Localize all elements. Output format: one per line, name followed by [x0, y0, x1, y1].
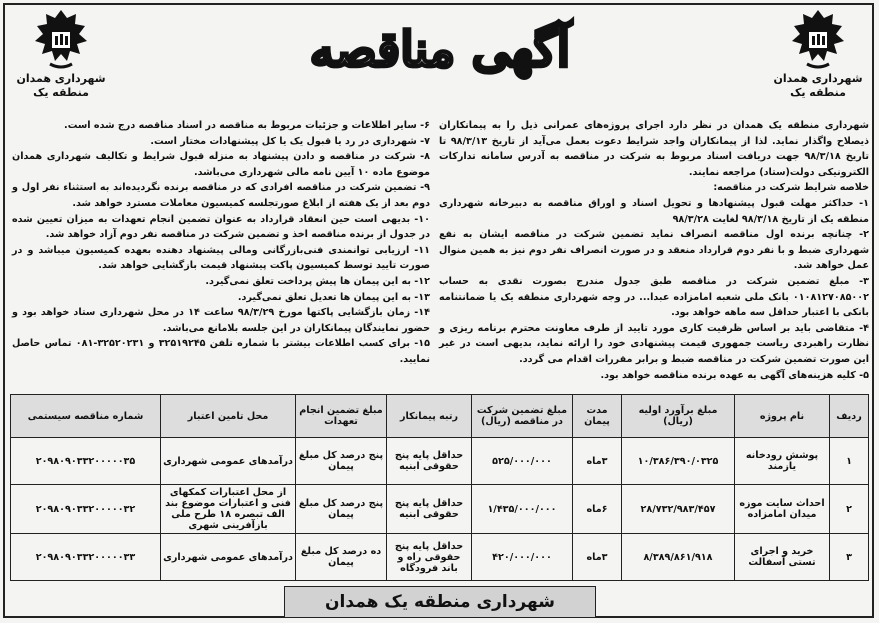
logo-city-name: شهرداری همدان [773, 72, 863, 85]
table-cell: ۶ماه [573, 485, 622, 534]
condition-item: ۱۳- به این پیمان ها تعدیل تعلق نمی‌گیرد. [237, 291, 430, 303]
table-header-cell: ردیف [830, 395, 869, 438]
notice-title [250, 18, 630, 82]
logo-district-name: منطقه یک [33, 86, 89, 99]
table-header-row [11, 395, 869, 438]
right-column [439, 118, 869, 383]
table-cell: درآمدهای عمومی شهرداری [161, 438, 296, 485]
table-cell: پنج درصد کل مبلغ پیمان [296, 438, 387, 485]
table-cell: پوشش رودخانه یازمند [735, 438, 830, 485]
condition-item: ۵- کلیه هزینه‌های آگهی به عهده برنده مناقصه خواهد بود. [600, 369, 869, 381]
condition-item: ۱۱- ارزیابی توانمندی فنی‌بازرگانی ومالی پیشنهاد دهنده بعهده کمیسیون میباشد و در صورت تایید توسط کمیسیون پاکت پیشنهاد قیمت بازگشایی خواهد شد. [12, 244, 430, 272]
logo-city-name: شهرداری همدان [16, 72, 106, 85]
table-header-cell: شماره مناقصه سیستمی [11, 395, 161, 438]
municipality-emblem-icon [787, 8, 849, 72]
table-cell: از محل اعتبارات کمکهای فنی و اعتبارات موضوع بند الف تبصره ۱۸ طرح ملی بازآفرینی شهری [161, 485, 296, 534]
table-header-cell: رتبه پیمانکار [387, 395, 472, 438]
table-header-cell: مبلغ برآورد اولیه (ریال) [622, 395, 735, 438]
condition-item: ۴- متقاضی باید بر اساس ظرفیت کاری مورد تایید از طرف معاونت محترم برنامه ریزی و نظارت راهبردی ریاست جمهوری قیمت پیشنهادی خود را ارائه نماید، بدیهی است در غیر این صورت تضمین شرکت در مناقصه ضبط و برابر مقررات اقدام می گردد. [439, 322, 869, 365]
table-cell: ۲۸/۷۳۲/۹۸۳/۴۵۷ [622, 485, 735, 534]
table-header-cell: محل تامین اعتبار [161, 395, 296, 438]
table-cell: ۱/۴۳۵/۰۰۰/۰۰۰ [472, 485, 573, 534]
table-cell: حداقل پایه پنج حقوقی راه و باند فرودگاه [387, 534, 472, 581]
condition-item: ۱۲- به این پیمان ها پیش پرداخت تعلق نمی‌گیرد. [205, 275, 430, 287]
table-cell: ۵۲۵/۰۰۰/۰۰۰ [472, 438, 573, 485]
condition-item: ۸- شرکت در مناقصه و دادن پیشنهاد به منزله قبول شرایط و تکالیف شهرداری همدان موضوع ماده ۱۰ آیین نامه مالی شهرداری می‌باشد. [12, 151, 430, 178]
table-header-cell: مبلغ تضمین شرکت در مناقصه (ریال) [472, 395, 573, 438]
notice-title-text: آگهی مناقصه [309, 22, 571, 78]
table-cell: ۳ [830, 534, 869, 581]
table-cell: ۳ماه [573, 438, 622, 485]
table-row [11, 485, 869, 534]
table-cell: ۲۰۹۸۰۹۰۳۳۲۰۰۰۰۰۳۵ [11, 438, 161, 485]
municipality-emblem-icon [30, 8, 92, 72]
table-row [11, 438, 869, 485]
table-cell: ۴۲۰/۰۰۰/۰۰۰ [472, 534, 573, 581]
table-cell: ۸/۳۸۹/۸۶۱/۹۱۸ [622, 534, 735, 581]
conditions-heading: خلاصه شرایط شرکت در مناقصه: [713, 182, 869, 194]
condition-item: ۱۴- زمان بازگشایی پاکتها مورخ ۹۸/۳/۲۹ ساعت ۱۴ در محل شهرداری ستاد خواهد بود و حضور نمایندگان پیمانکاران در این جلسه بلامانع می‌باشد. [12, 307, 430, 334]
left-column [12, 118, 430, 368]
municipality-logo-right [763, 8, 873, 100]
logo-district-name: منطقه یک [790, 86, 846, 99]
projects-table [10, 394, 869, 581]
condition-item: ۳- مبلغ تضمین شرکت در مناقصه طبق جدول مندرج بصورت نقدی به حساب ۰۱۰۸۱۲۷۰۸۵۰۰۲ بانک ملی شعبه امامزاده عبدا... در وجه شهرداری منطقه یک یا ضمانتنامه بانکی با اعتبار حداقل سه ماهه خواهد بود. [439, 275, 869, 319]
condition-item: ۶- سایر اطلاعات و جزئیات مربوط به مناقصه در اسناد مناقصه درج شده است. [64, 120, 430, 131]
condition-item: ۱۵- برای کسب اطلاعات بیشتر با شماره تلفن ۳۲۵۱۹۲۴۵ و ۳۲۵۲۰۲۳۱-۰۸۱ تماس حاصل نمایید. [12, 338, 430, 365]
table-row [11, 534, 869, 581]
table-cell: احداث سایت موزه میدان امامزاده [735, 485, 830, 534]
condition-item: ۱- حداکثر مهلت قبول پیشنهادها و تحویل اسناد و اوراق مناقصه به دبیرخانه شهرداری منطقه یک از تاریخ ۹۸/۳/۱۸ لغایت ۹۸/۳/۲۸ [439, 197, 869, 225]
table-cell: ۱ [830, 438, 869, 485]
table-cell: ۳ماه [573, 534, 622, 581]
table-cell: ۱۰/۳۸۶/۳۹۰/۰۳۲۵ [622, 438, 735, 485]
municipality-logo-left [6, 8, 116, 100]
condition-item: ۱۰- بدیهی است حین انعقاد قرارداد به عنوان تضمین انجام تعهدات به میزان تعیین شده در جدول از برنده مناقصه اخذ و تضمین شرکت در مناقصه نفر دوم آزاد خواهد شد. [12, 213, 430, 241]
table-cell: پنج درصد کل مبلغ پیمان [296, 485, 387, 534]
footer-text: شهرداری منطقه یک همدان [325, 592, 555, 612]
table-cell: ۲ [830, 485, 869, 534]
table-cell: ده درصد کل مبلغ پیمان [296, 534, 387, 581]
table-header-cell: مدت پیمان [573, 395, 622, 438]
table-cell: ۲۰۹۸۰۹۰۳۳۲۰۰۰۰۰۳۳ [11, 534, 161, 581]
table-cell: ۲۰۹۸۰۹۰۳۳۲۰۰۰۰۰۳۲ [11, 485, 161, 534]
table-cell: حداقل پایه پنج حقوقی ابنیه [387, 485, 472, 534]
table-header-cell: مبلغ تضمین انجام تعهدات [296, 395, 387, 438]
table-header-cell: نام پروژه [735, 395, 830, 438]
table-cell: حداقل پایه پنج حقوقی ابنیه [387, 438, 472, 485]
condition-item: ۲- چنانچه برنده اول مناقصه انصراف نماید تضمین شرکت در مناقصه ایشان به نفع شهرداری ضبط و با نفر دوم قرارداد منعقد و در صورت انصراف نفر دوم نیز به همین منوال عمل خواهد شد. [439, 229, 869, 272]
condition-item: ۷- شهرداری در رد یا قبول یک یا کل پیشنهادات مختار است. [150, 135, 430, 147]
condition-item: ۹- تضمین شرکت در مناقصه افرادی که در مناقصه برنده نگردیده‌اند به استثناء نفر اول و دوم بعد از یک هفته از ابلاغ صورتجلسه کمیسیون معاملات مسترد خواهد شد. [12, 182, 430, 209]
footer-banner [284, 586, 596, 618]
table-cell: درآمدهای عمومی شهرداری [161, 534, 296, 581]
table-cell: خرید و اجرای تستی آسفالت [735, 534, 830, 581]
intro-paragraph: شهرداری منطقه یک همدان در نظر دارد اجرای پروژه‌های عمرانی ذیل را به پیمانکاران ذیصلاح واگذار نماید. لذا از پیمانکاران واجد شرایط دعوت بعمل می‌آید از تاریخ ۹۸/۳/۱۳ تا تاریخ ۹۸/۳/۱۸ جهت دریافت اسناد مربوط به شرکت در مناقصه به آدرس سامانه تدارکات الکترونیکی دولت(ستاد) مراجعه نمایند. [439, 120, 870, 178]
